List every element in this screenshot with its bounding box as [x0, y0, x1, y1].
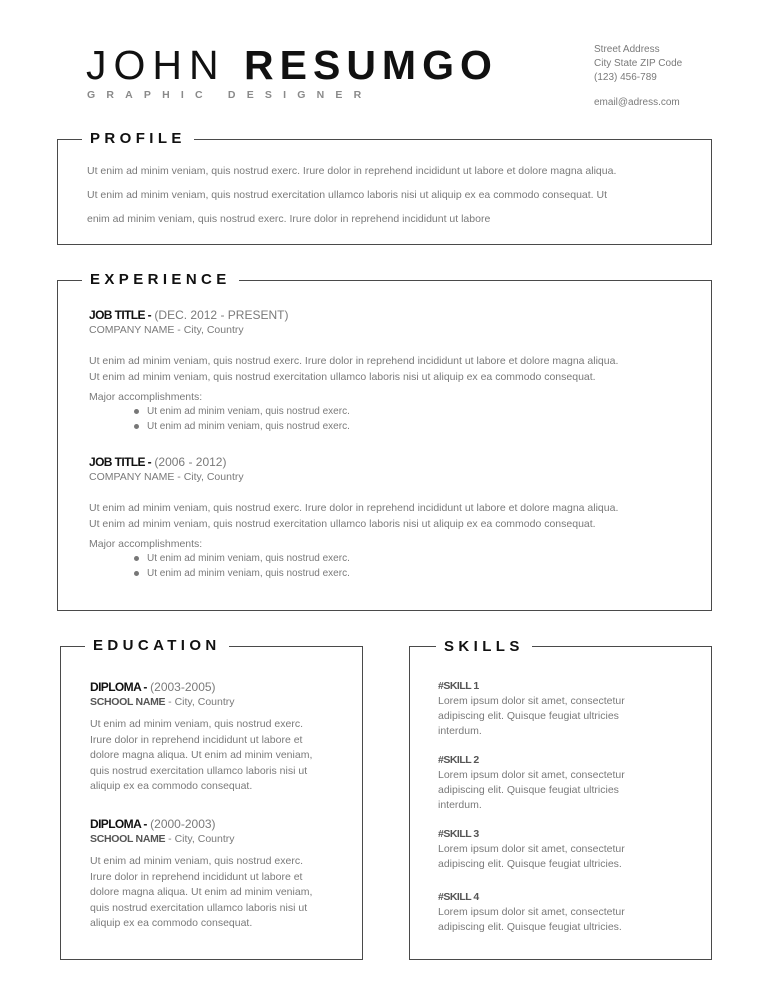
skill-title: #SKILL 4 — [438, 891, 479, 903]
skill-title: #SKILL 2 — [438, 754, 479, 766]
education-heading: EDUCATION — [85, 637, 229, 655]
skill-entry — [438, 679, 703, 739]
education-description: Ut enim ad minim veniam, quis nostrud exerc. Irure dolor in reprehend incididunt ut labore et dolore magna aliqua. Ut enim ad minim veniam, quis nostrud exercitation ullamco laboris nisi ut aliquip ex ea commodo consequat. — [90, 855, 313, 929]
accomplishments-list — [134, 551, 699, 581]
company-name: COMPANY NAME - City, Country — [89, 324, 244, 336]
job-dates: (DEC. 2012 - PRESENT) — [151, 308, 289, 322]
first-name: JOHN — [86, 42, 226, 88]
job-entry — [89, 307, 699, 434]
company-name: COMPANY NAME - City, Country — [89, 471, 244, 483]
skill-title: #SKILL 1 — [438, 680, 479, 692]
job-title: GRAPHIC DESIGNER — [87, 89, 373, 101]
last-name: RESUMGO — [244, 42, 498, 88]
skill-description: Lorem ipsum dolor sit amet, consectetur adipiscing elit. Quisque feugiat ultricies interdum. — [438, 769, 625, 811]
job-title-label: JOB TITLE - — [89, 308, 152, 322]
street-address: Street Address — [594, 44, 660, 55]
phone: (123) 456-789 — [594, 72, 657, 83]
skill-entry — [438, 890, 703, 935]
profile-text: Ut enim ad minim veniam, quis nostrud exerc. Irure dolor in reprehend incididunt ut labore et dolore magna aliqua. Ut enim ad minim veniam, quis nostrud exercitation ullamco laboris nisi ut aliquip ex ea commodo consequat. Ut enim ad minim veniam, quis nostrud exerc. Irure dolor in reprehend incididunt ut labore — [87, 165, 617, 225]
skill-entry — [438, 753, 703, 813]
education-entry — [90, 816, 355, 932]
accomplishment-item: Ut enim ad minim veniam, quis nostrud exerc. — [134, 551, 699, 566]
school-name: SCHOOL NAME — [90, 696, 166, 708]
skill-description: Lorem ipsum dolor sit amet, consectetur adipiscing elit. Quisque feugiat ultricies. — [438, 906, 625, 933]
diploma-dates: (2003-2005) — [146, 680, 216, 694]
skill-description: Lorem ipsum dolor sit amet, consectetur adipiscing elit. Quisque feugiat ultricies. — [438, 843, 625, 870]
accomplishment-item: Ut enim ad minim veniam, quis nostrud exerc. — [134, 404, 699, 419]
accomplishments-label: Major accomplishments: — [89, 538, 203, 550]
diploma-label: DIPLOMA - — [90, 817, 147, 831]
diploma-label: DIPLOMA - — [90, 680, 147, 694]
accomplishments-list — [134, 404, 699, 434]
job-title-label: JOB TITLE - — [89, 455, 152, 469]
accomplishment-item: Ut enim ad minim veniam, quis nostrud exerc. — [134, 566, 699, 581]
job-description: Ut enim ad minim veniam, quis nostrud exerc. Irure dolor in reprehend incididunt ut labore et dolore magna aliqua. Ut enim ad minim veniam, quis nostrud exercitation ullamco laboris nisi ut aliquip ex ea commodo consequat. — [89, 355, 619, 383]
skill-title: #SKILL 3 — [438, 828, 479, 840]
skill-description: Lorem ipsum dolor sit amet, consectetur adipiscing elit. Quisque feugiat ultricies interdum. — [438, 695, 625, 737]
job-entry — [89, 454, 699, 581]
city-state-zip: City State ZIP Code — [594, 58, 683, 69]
skills-heading: SKILLS — [436, 638, 532, 656]
email: email@adress.com — [594, 97, 680, 108]
school-name: SCHOOL NAME — [90, 833, 166, 845]
diploma-dates: (2000-2003) — [146, 817, 216, 831]
job-dates: (2006 - 2012) — [151, 455, 227, 469]
accomplishment-item: Ut enim ad minim veniam, quis nostrud exerc. — [134, 419, 699, 434]
accomplishments-label: Major accomplishments: — [89, 391, 203, 403]
profile-heading: PROFILE — [82, 130, 194, 148]
job-description: Ut enim ad minim veniam, quis nostrud exerc. Irure dolor in reprehend incididunt ut labore et dolore magna aliqua. Ut enim ad minim veniam, quis nostrud exercitation ullamco laboris nisi ut aliquip ex ea commodo consequat. — [89, 502, 619, 530]
school-location: - City, Country — [165, 833, 235, 845]
experience-heading: EXPERIENCE — [82, 271, 239, 289]
education-description: Ut enim ad minim veniam, quis nostrud exerc. Irure dolor in reprehend incididunt ut labore et dolore magna aliqua. Ut enim ad minim veniam, quis nostrud exercitation ullamco laboris nisi ut aliquip ex ea commodo consequat. — [90, 718, 313, 792]
candidate-name — [86, 42, 498, 88]
skill-entry — [438, 827, 703, 872]
school-location: - City, Country — [165, 696, 235, 708]
education-entry — [90, 679, 355, 795]
contact-block — [594, 43, 682, 110]
